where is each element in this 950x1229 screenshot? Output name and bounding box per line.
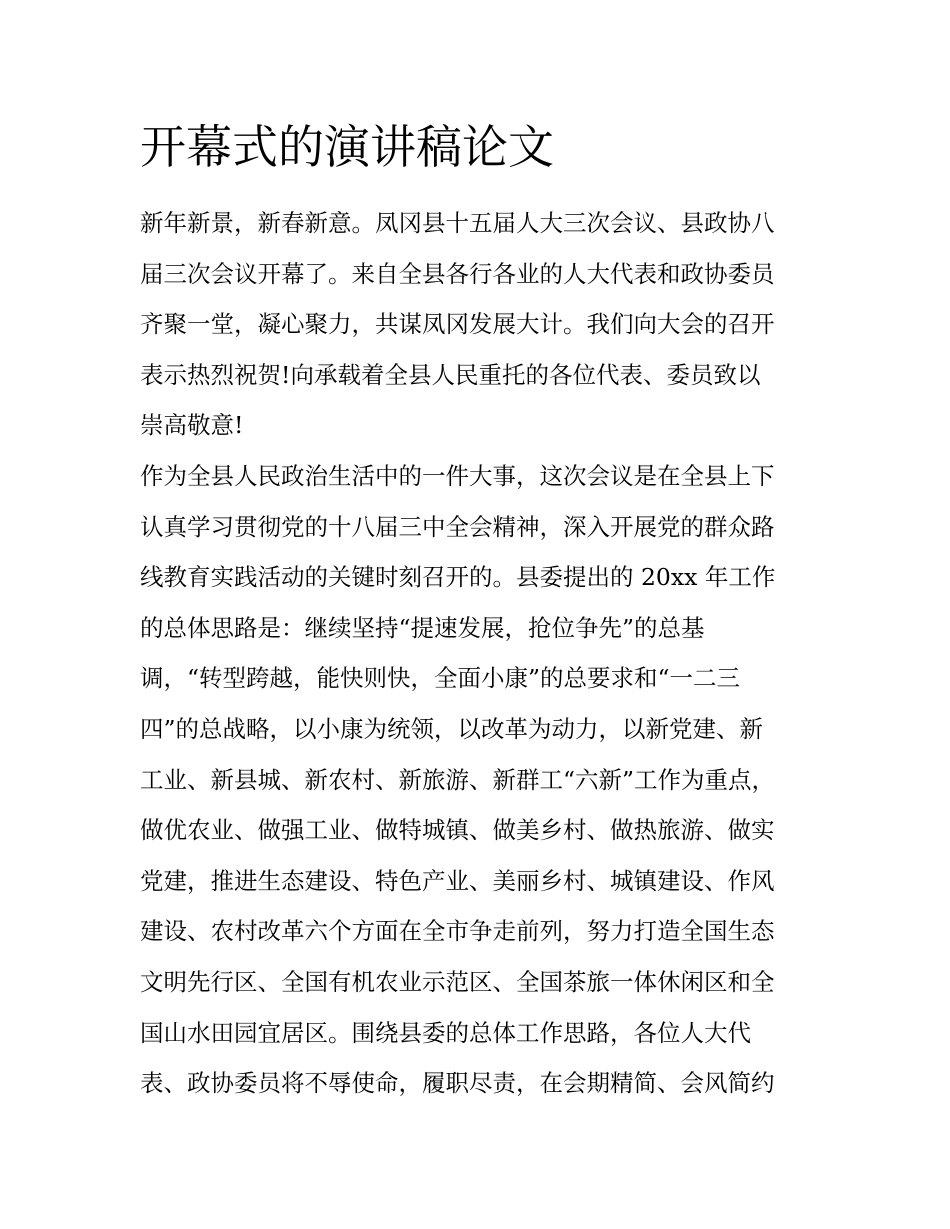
document-title: 开幕式的演讲稿论文 xyxy=(140,120,554,174)
body-line: 的总体思路是：继续坚持“提速发展，抢位争先”的总基 xyxy=(140,613,705,642)
body-line: 作为全县人民政治生活中的一件大事，这次会议是在全县上下 xyxy=(140,461,775,490)
body-line: 表示热烈祝贺!向承载着全县人民重托的各位代表、委员致以 xyxy=(140,360,761,389)
body-line: 新年新景，新春新意。凤冈县十五届人大三次会议、县政协八 xyxy=(140,209,775,237)
body-line: 表、政协委员将不辱使命，履职尽责，在会期精简、会风简约 xyxy=(140,1069,775,1098)
body-line: 文明先行区、全国有机农业示范区、全国茶旅一体休闲区和全 xyxy=(140,967,775,996)
body-line: 做优农业、做强工业、做特城镇、做美乡村、做热旅游、做实 xyxy=(140,816,775,845)
document-body xyxy=(140,198,830,1109)
body-line: 线教育实践活动的关键时刻召开的。县委提出的 20xx 年工作 xyxy=(140,563,776,592)
body-line: 齐聚一堂，凝心聚力，共谋凤冈发展大计。我们向大会的召开 xyxy=(140,310,775,339)
body-line: 届三次会议开幕了。来自全县各行各业的人大代表和政协委员 xyxy=(140,259,775,288)
body-line: 建设、农村改革六个方面在全市争走前列，努力打造全国生态 xyxy=(140,917,775,946)
body-line: 工业、新县城、新农村、新旅游、新群工“六新”工作为重点， xyxy=(140,765,776,794)
body-line: 调，“转型跨越，能快则快，全面小康”的总要求和“一二三 xyxy=(140,664,741,693)
body-line: 认真学习贯彻党的十八届三中全会精神，深入开展党的群众路 xyxy=(140,512,775,541)
body-line: 党建，推进生态建设、特色产业、美丽乡村、城镇建设、作风 xyxy=(140,866,775,895)
body-line: 崇高敬意! xyxy=(140,411,244,440)
body-line: 国山水田园宜居区。围绕县委的总体工作思路，各位人大代 xyxy=(140,1018,751,1047)
body-line: 四”的总战略，以小康为统领，以改革为动力，以新党建、新 xyxy=(140,714,764,743)
